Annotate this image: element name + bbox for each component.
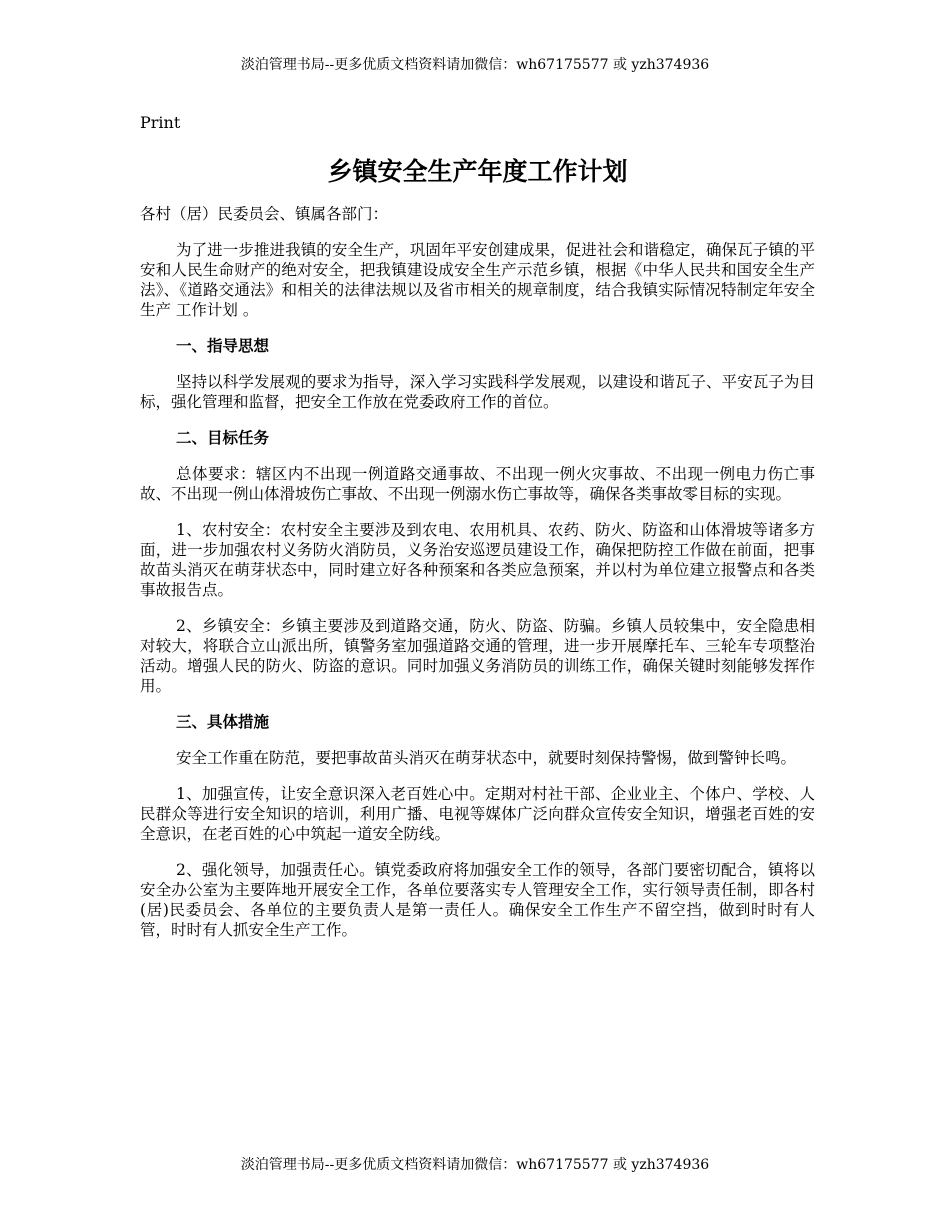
list-item-rural-safety: 1、农村安全：农村安全主要涉及到农电、农用机具、农药、防火、防盗和山体滑坡等诸多方面，进一步加强农村义务防火消防员，义务治安巡逻员建设工作，确保把防控工作做在前面，把事故苗头消灭在萌芽状态中，同时建立好各种预案和各类应急预案，并以村为单位建立报警点和各类事故报告点。	[140, 521, 815, 599]
page-header: 淡泊管理书局--更多优质文档资料请加微信：wh67175577 或 yzh374936	[240, 57, 710, 73]
document-body	[140, 112, 815, 956]
list-item-publicity: 1、加强宣传，让安全意识深入老百姓心中。定期对村社干部、企业业主、个体户、学校、人民群众等进行安全知识的培训，利用广播、电视等媒体广泛向群众宣传安全知识，增强老百姓的安全意识，在老百姓的心中筑起一道安全防线。	[140, 785, 815, 843]
section-heading-objectives: 二、目标任务	[176, 428, 270, 447]
salutation: 各村（居）民委员会、镇属各部门：	[140, 205, 389, 223]
section-heading-guiding-ideology: 一、指导思想	[176, 336, 270, 355]
page-footer: 淡泊管理书局--更多优质文档资料请加微信：wh67175577 或 yzh374936	[240, 1157, 710, 1173]
document-title: 乡镇安全生产年度工作计划	[327, 157, 628, 186]
list-item-town-safety: 2、乡镇安全：乡镇主要涉及到道路交通，防火、防盗、防骗。乡镇人员较集中，安全隐患相对较大，将联合立山派出所，镇警务室加强道路交通的管理，进一步开展摩托车、三轮车专项整治活动。增强人民的防火、防盗的意识。同时加强义务消防员的训练工作，确保关键时刻能够发挥作用。	[140, 617, 815, 695]
list-item-leadership: 2、强化领导，加强责任心。镇党委政府将加强安全工作的领导，各部门要密切配合，镇将以安全办公室为主要阵地开展安全工作，各单位要落实专人管理安全工作，实行领导责任制，即各村(居)民委员会、各单位的主要负责人是第一责任人。确保安全工作生产不留空挡，做到时时有人管，时时有人抓安全生产工作。	[140, 861, 815, 939]
print-label: Print	[140, 113, 181, 132]
section-paragraph: 安全工作重在防范，要把事故苗头消灭在萌芽状态中，就要时刻保持警惕，做到警钟长鸣。	[176, 749, 797, 767]
section-heading-measures: 三、具体措施	[176, 712, 270, 731]
section-paragraph: 坚持以科学发展观的要求为指导，深入学习实践科学发展观，以建设和谐瓦子、平安瓦子为目标，强化管理和监督，把安全工作放在党委政府工作的首位。	[140, 373, 815, 411]
section-paragraph: 总体要求：辖区内不出现一例道路交通事故、不出现一例火灾事故、不出现一例电力伤亡事故、不出现一例山体滑坡伤亡事故、不出现一例溺水伤亡事故等，确保各类事故零目标的实现。	[140, 465, 815, 503]
intro-paragraph: 为了进一步推进我镇的安全生产，巩固年平安创建成果，促进社会和谐稳定，确保瓦子镇的平安和人民生命财产的绝对安全，把我镇建设成安全生产示范乡镇，根据《中华人民共和国安全生产法》、《道路交通法》和相关的法律法规以及省市相关的规章制度，结合我镇实际情况特制定年安全生产 工作计划 。	[140, 241, 815, 319]
